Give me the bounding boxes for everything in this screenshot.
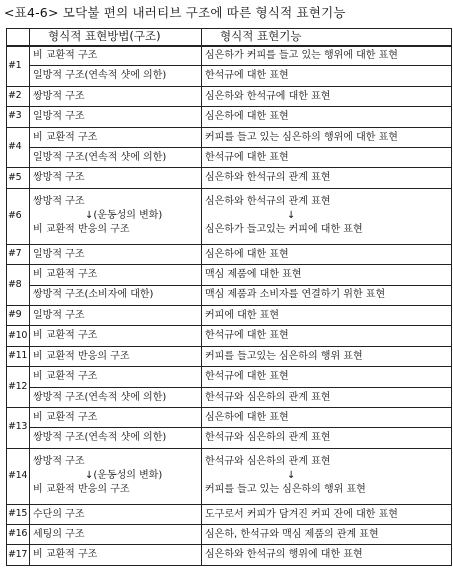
function-cell bbox=[202, 545, 452, 566]
function-cell bbox=[202, 448, 452, 504]
function-text: 심은하와 한석규의 관계 표현 bbox=[205, 196, 331, 208]
structure-text: 일방적 구조 bbox=[33, 309, 85, 321]
table-row bbox=[7, 504, 452, 524]
structure-cell bbox=[30, 188, 202, 244]
function-cell bbox=[202, 367, 452, 387]
row-number: #9 bbox=[7, 305, 30, 325]
table-row bbox=[7, 148, 452, 168]
structure-cell bbox=[30, 66, 202, 86]
function-cell bbox=[202, 168, 452, 188]
function-cell bbox=[202, 326, 452, 346]
table-row bbox=[7, 127, 452, 147]
function-text: 한석규와 심은하의 관계 표현 bbox=[205, 391, 331, 403]
function-text: 커피를 들고 있는 심은하의 행위에 대한 표현 bbox=[205, 131, 398, 143]
function-cell bbox=[202, 127, 452, 147]
function-text: 심은하와 한석규의 관계 표현 bbox=[205, 172, 331, 184]
structure-cell bbox=[30, 367, 202, 387]
function-cell bbox=[202, 504, 452, 524]
function-cell bbox=[202, 407, 452, 427]
structure-text: 일방적 구조(연속적 샷에 의한) bbox=[33, 70, 167, 82]
table-row bbox=[7, 428, 452, 448]
structure-text: 비 교환적 구조 bbox=[33, 330, 98, 342]
row-number: #15 bbox=[7, 504, 30, 524]
row-number: #12 bbox=[7, 367, 30, 408]
function-text: 심은하에 대한 표현 bbox=[205, 111, 289, 123]
structure-cell bbox=[30, 148, 202, 168]
row-number: #6 bbox=[7, 188, 30, 244]
structure-text: 비 교환적 구조 bbox=[33, 50, 98, 62]
function-cell bbox=[202, 285, 452, 305]
function-cell bbox=[202, 346, 452, 366]
row-number: #11 bbox=[7, 346, 30, 366]
function-text: 커피에 대한 표현 bbox=[205, 309, 279, 321]
table-row bbox=[7, 285, 452, 305]
structure-cell bbox=[30, 525, 202, 545]
function-cell bbox=[202, 46, 452, 66]
structure-text: 세팅의 구조 bbox=[33, 528, 85, 540]
structure-text: 비 교환적 반응의 구조 bbox=[33, 224, 130, 236]
structure-text: 일방적 구조 bbox=[33, 111, 85, 123]
function-text: 맥심 제품에 대한 표현 bbox=[205, 269, 302, 281]
function-text: 한석규와 심은하의 관계 표현 bbox=[205, 456, 331, 468]
structure-text: 쌍방적 구조 bbox=[33, 196, 85, 208]
structure-text: 비 교환적 구조 bbox=[33, 131, 98, 143]
structure-text: 수단의 구조 bbox=[33, 508, 85, 520]
structure-cell bbox=[30, 86, 202, 106]
function-cell bbox=[202, 305, 452, 325]
table-row bbox=[7, 407, 452, 427]
table-container bbox=[6, 28, 451, 566]
table-row bbox=[7, 188, 452, 244]
function-cell bbox=[202, 265, 452, 285]
function-text: 심은하가 들고있는 커피에 대한 표현 bbox=[205, 224, 363, 236]
table-row bbox=[7, 86, 452, 106]
structure-text: 쌍방적 구조 bbox=[33, 172, 85, 184]
header-num bbox=[7, 29, 30, 46]
structure-text: 쌍방적 구조(연속적 샷에 의한) bbox=[33, 391, 167, 403]
table-title: <표4-6> 모닥불 편의 내러티브 구조에 따른 형식적 표현기능 bbox=[4, 5, 346, 20]
function-text: 심은하, 한석규와 맥심 제품의 관계 표현 bbox=[205, 528, 379, 540]
structure-text: 쌍방적 구조(소비자에 대한) bbox=[33, 289, 154, 301]
row-number: #17 bbox=[7, 545, 30, 566]
function-text: ↓ bbox=[287, 470, 296, 482]
function-text: 한석규에 대한 표현 bbox=[205, 371, 289, 383]
function-cell bbox=[202, 428, 452, 448]
structure-text: 일방적 구조(연속적 샷에 의한) bbox=[33, 151, 167, 163]
structure-cell bbox=[30, 285, 202, 305]
table-row bbox=[7, 448, 452, 504]
table-row bbox=[7, 305, 452, 325]
function-text: 심은하에 대한 표현 bbox=[205, 411, 289, 423]
structure-cell bbox=[30, 346, 202, 366]
function-text: 커피를 들고있는 심은하의 행위 표현 bbox=[205, 350, 363, 362]
row-number: #1 bbox=[7, 46, 30, 87]
structure-cell bbox=[30, 127, 202, 147]
function-text: 한석규에 대한 표현 bbox=[205, 151, 289, 163]
structure-cell bbox=[30, 305, 202, 325]
row-number: #7 bbox=[7, 244, 30, 264]
function-text: 커피를 들고 있는 심은하의 행위 표현 bbox=[205, 484, 366, 496]
structure-cell bbox=[30, 107, 202, 127]
function-text: 맥심 제품과 소비자를 연결하기 위한 표현 bbox=[205, 289, 386, 301]
structure-cell bbox=[30, 244, 202, 264]
table-row bbox=[7, 168, 452, 188]
structure-cell bbox=[30, 448, 202, 504]
function-text: ↓ bbox=[287, 210, 296, 222]
row-number: #14 bbox=[7, 448, 30, 504]
header-function: 형식적 표현기능 bbox=[202, 29, 452, 46]
function-text: 한석규에 대한 표현 bbox=[205, 70, 289, 82]
structure-text: 비 교환적 구조 bbox=[33, 549, 98, 561]
function-text: 심은하와 한석규의 행위에 대한 표현 bbox=[205, 549, 363, 561]
table-row bbox=[7, 387, 452, 407]
function-text: 도구로서 커피가 담겨진 커피 잔에 대한 표현 bbox=[205, 508, 398, 520]
structure-cell bbox=[30, 265, 202, 285]
structure-table bbox=[6, 28, 452, 566]
table-row bbox=[7, 107, 452, 127]
function-cell bbox=[202, 188, 452, 244]
function-cell bbox=[202, 66, 452, 86]
table-row bbox=[7, 265, 452, 285]
function-text: 심은하와 한석규에 대한 표현 bbox=[205, 90, 331, 102]
table-row bbox=[7, 367, 452, 387]
row-number: #8 bbox=[7, 265, 30, 306]
function-cell bbox=[202, 525, 452, 545]
table-row bbox=[7, 525, 452, 545]
function-cell bbox=[202, 86, 452, 106]
structure-text: 쌍방적 구조 bbox=[33, 90, 85, 102]
function-text: 심은하에 대한 표현 bbox=[205, 248, 289, 260]
structure-text: 비 교환적 반응의 구조 bbox=[33, 484, 130, 496]
structure-text: 일방적 구조 bbox=[33, 248, 85, 260]
table-row bbox=[7, 46, 452, 66]
function-cell bbox=[202, 107, 452, 127]
table-row bbox=[7, 346, 452, 366]
function-text: 한석규와 심은하의 관계 표현 bbox=[205, 432, 331, 444]
function-cell bbox=[202, 387, 452, 407]
table-row bbox=[7, 66, 452, 86]
structure-text: 쌍방적 구조(연속적 샷에 의한) bbox=[33, 432, 167, 444]
function-text: 한석규에 대한 표현 bbox=[205, 330, 289, 342]
row-number: #10 bbox=[7, 326, 30, 346]
header-structure: 형식적 표현방법(구조) bbox=[30, 29, 202, 46]
header-row bbox=[7, 29, 452, 46]
row-number: #3 bbox=[7, 107, 30, 127]
structure-cell bbox=[30, 326, 202, 346]
function-cell bbox=[202, 244, 452, 264]
structure-text: ↓(운동성의 변화) bbox=[85, 470, 163, 482]
structure-cell bbox=[30, 428, 202, 448]
structure-text: 비 교환적 구조 bbox=[33, 371, 98, 383]
row-number: #5 bbox=[7, 168, 30, 188]
table-row bbox=[7, 545, 452, 566]
structure-cell bbox=[30, 545, 202, 566]
structure-cell bbox=[30, 168, 202, 188]
structure-text: 비 교환적 구조 bbox=[33, 411, 98, 423]
function-cell bbox=[202, 148, 452, 168]
row-number: #16 bbox=[7, 525, 30, 545]
structure-text: 비 교환적 구조 bbox=[33, 269, 98, 281]
structure-cell bbox=[30, 504, 202, 524]
row-number: #13 bbox=[7, 407, 30, 448]
table-row bbox=[7, 244, 452, 264]
structure-text: 쌍방적 구조 bbox=[33, 456, 85, 468]
structure-cell bbox=[30, 407, 202, 427]
function-text: 심은하가 커피를 들고 있는 행위에 대한 표현 bbox=[205, 50, 398, 62]
structure-text: 비 교환적 반응의 구조 bbox=[33, 350, 130, 362]
row-number: #4 bbox=[7, 127, 30, 168]
row-number: #2 bbox=[7, 86, 30, 106]
structure-cell bbox=[30, 387, 202, 407]
structure-cell bbox=[30, 46, 202, 66]
structure-text: ↓(운동성의 변화) bbox=[85, 210, 163, 222]
table-row bbox=[7, 326, 452, 346]
